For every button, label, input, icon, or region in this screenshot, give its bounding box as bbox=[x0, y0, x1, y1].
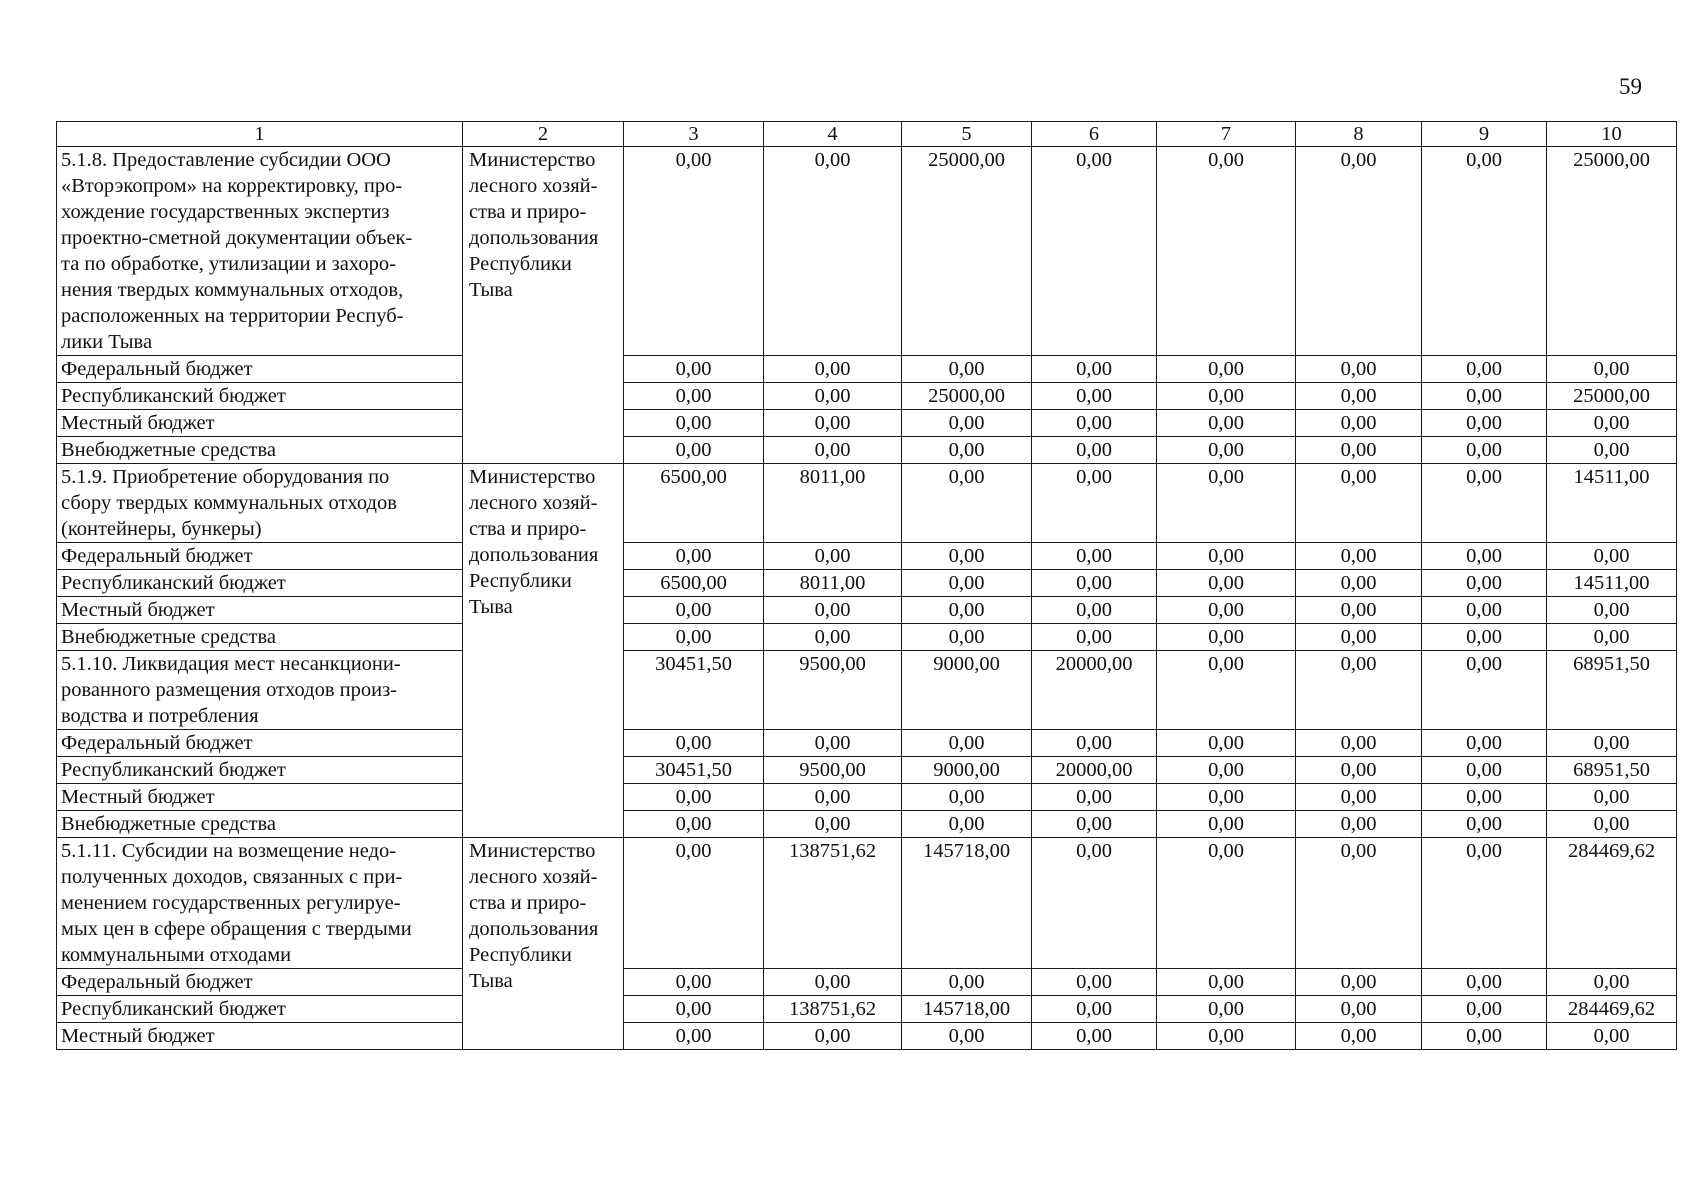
text-line: коммунальными отходами bbox=[61, 944, 292, 966]
text-line: 5.1.9. Приобретение оборудования по bbox=[61, 466, 390, 488]
value-cell: 0,00 bbox=[764, 1023, 902, 1050]
value-cell: 0,00 bbox=[1032, 597, 1157, 624]
text-line: допользования bbox=[469, 544, 599, 566]
value-cell: 14511,00 bbox=[1547, 464, 1677, 543]
table-row bbox=[57, 1023, 1677, 1050]
value-cell: 0,00 bbox=[624, 784, 764, 811]
measure-description bbox=[57, 464, 463, 543]
value-cell: 0,00 bbox=[764, 147, 902, 356]
value-cell: 0,00 bbox=[902, 1023, 1032, 1050]
text-line: лесного хозяй- bbox=[469, 175, 598, 197]
value-cell: 0,00 bbox=[1296, 757, 1422, 784]
value-cell: 0,00 bbox=[1032, 784, 1157, 811]
text-line: водства и потребления bbox=[61, 705, 259, 727]
text-line: нения твердых коммунальных отходов, bbox=[61, 279, 404, 301]
value-cell: 25000,00 bbox=[1547, 147, 1677, 356]
text-line: проектно-сметной документации объек- bbox=[61, 227, 413, 249]
value-cell: 0,00 bbox=[1296, 543, 1422, 570]
budget-source-label: Федеральный бюджет bbox=[57, 543, 463, 570]
value-cell: 25000,00 bbox=[1547, 383, 1677, 410]
value-cell: 30451,50 bbox=[624, 651, 764, 730]
value-cell: 0,00 bbox=[902, 464, 1032, 543]
value-cell: 0,00 bbox=[624, 147, 764, 356]
value-cell: 0,00 bbox=[1157, 543, 1296, 570]
value-cell: 0,00 bbox=[1422, 437, 1547, 464]
value-cell: 0,00 bbox=[902, 356, 1032, 383]
value-cell: 0,00 bbox=[1157, 464, 1296, 543]
budget-source-label: Федеральный бюджет bbox=[57, 356, 463, 383]
value-cell: 0,00 bbox=[1157, 730, 1296, 757]
value-cell: 14511,00 bbox=[1547, 570, 1677, 597]
table-row bbox=[57, 543, 1677, 570]
text-line: 5.1.10. Ликвидация мест несанкциони- bbox=[61, 653, 401, 675]
budget-source-label: Местный бюджет bbox=[57, 410, 463, 437]
table-row bbox=[57, 996, 1677, 1023]
value-cell: 0,00 bbox=[624, 730, 764, 757]
table-row bbox=[57, 437, 1677, 464]
value-cell: 0,00 bbox=[1547, 784, 1677, 811]
value-cell: 8011,00 bbox=[764, 570, 902, 597]
value-cell: 0,00 bbox=[1422, 1023, 1547, 1050]
value-cell: 0,00 bbox=[902, 784, 1032, 811]
value-cell: 0,00 bbox=[764, 543, 902, 570]
value-cell: 0,00 bbox=[1032, 996, 1157, 1023]
text-line: Тыва bbox=[469, 970, 513, 992]
text-line: ства и приро- bbox=[469, 518, 587, 540]
value-cell: 0,00 bbox=[902, 597, 1032, 624]
text-line: 5.1.11. Субсидии на возмещение недо- bbox=[61, 840, 397, 862]
value-cell: 0,00 bbox=[764, 410, 902, 437]
value-cell: 0,00 bbox=[764, 969, 902, 996]
value-cell: 8011,00 bbox=[764, 464, 902, 543]
value-cell: 0,00 bbox=[902, 410, 1032, 437]
text-line: расположенных на территории Респуб- bbox=[61, 305, 404, 327]
measure-description bbox=[57, 838, 463, 969]
value-cell: 20000,00 bbox=[1032, 757, 1157, 784]
value-cell: 68951,50 bbox=[1547, 651, 1677, 730]
value-cell: 0,00 bbox=[764, 437, 902, 464]
value-cell: 0,00 bbox=[1032, 730, 1157, 757]
value-cell: 0,00 bbox=[902, 570, 1032, 597]
value-cell: 0,00 bbox=[1157, 437, 1296, 464]
value-cell: 0,00 bbox=[1422, 597, 1547, 624]
column-number-row bbox=[57, 122, 1677, 147]
value-cell: 25000,00 bbox=[902, 383, 1032, 410]
value-cell: 0,00 bbox=[1296, 570, 1422, 597]
column-number-header: 9 bbox=[1422, 122, 1547, 147]
value-cell: 68951,50 bbox=[1547, 757, 1677, 784]
value-cell: 0,00 bbox=[1296, 356, 1422, 383]
value-cell: 0,00 bbox=[902, 437, 1032, 464]
value-cell: 0,00 bbox=[1032, 437, 1157, 464]
table-row bbox=[57, 624, 1677, 651]
value-cell: 284469,62 bbox=[1547, 838, 1677, 969]
value-cell: 0,00 bbox=[1157, 1023, 1296, 1050]
column-number-header: 3 bbox=[624, 122, 764, 147]
budget-source-label: Местный бюджет bbox=[57, 597, 463, 624]
value-cell: 0,00 bbox=[1296, 651, 1422, 730]
value-cell: 0,00 bbox=[1157, 597, 1296, 624]
value-cell: 0,00 bbox=[1296, 410, 1422, 437]
budget-source-label: Республиканский бюджет bbox=[57, 996, 463, 1023]
value-cell: 0,00 bbox=[902, 969, 1032, 996]
table-row bbox=[57, 730, 1677, 757]
budget-source-label: Внебюджетные средства bbox=[57, 437, 463, 464]
table-row bbox=[57, 784, 1677, 811]
value-cell: 0,00 bbox=[624, 597, 764, 624]
value-cell: 0,00 bbox=[1032, 147, 1157, 356]
value-cell: 0,00 bbox=[1157, 996, 1296, 1023]
value-cell: 0,00 bbox=[1422, 838, 1547, 969]
table-row bbox=[57, 383, 1677, 410]
value-cell: 0,00 bbox=[1547, 356, 1677, 383]
table-row bbox=[57, 838, 1677, 969]
table-row bbox=[57, 651, 1677, 730]
value-cell: 0,00 bbox=[1422, 410, 1547, 437]
table-row bbox=[57, 147, 1677, 356]
budget-source-label: Федеральный бюджет bbox=[57, 730, 463, 757]
value-cell: 0,00 bbox=[624, 543, 764, 570]
measure-description bbox=[57, 147, 463, 356]
text-line: Тыва bbox=[469, 596, 513, 618]
value-cell: 0,00 bbox=[1032, 969, 1157, 996]
value-cell: 0,00 bbox=[1157, 811, 1296, 838]
value-cell: 0,00 bbox=[1296, 1023, 1422, 1050]
value-cell: 0,00 bbox=[624, 383, 764, 410]
text-line: допользования bbox=[469, 918, 599, 940]
value-cell: 0,00 bbox=[1157, 838, 1296, 969]
value-cell: 0,00 bbox=[1296, 730, 1422, 757]
value-cell: 0,00 bbox=[1422, 651, 1547, 730]
value-cell: 0,00 bbox=[764, 784, 902, 811]
executor-cell bbox=[463, 147, 624, 464]
value-cell: 6500,00 bbox=[624, 464, 764, 543]
value-cell: 9500,00 bbox=[764, 757, 902, 784]
value-cell: 0,00 bbox=[1422, 383, 1547, 410]
budget-source-label: Внебюджетные средства bbox=[57, 624, 463, 651]
text-line: лесного хозяй- bbox=[469, 866, 598, 888]
value-cell: 0,00 bbox=[1422, 969, 1547, 996]
value-cell: 0,00 bbox=[1157, 784, 1296, 811]
value-cell: 0,00 bbox=[1157, 651, 1296, 730]
column-number-header: 4 bbox=[764, 122, 902, 147]
value-cell: 0,00 bbox=[902, 624, 1032, 651]
executor-cell bbox=[463, 838, 624, 1050]
value-cell: 9000,00 bbox=[902, 651, 1032, 730]
text-line: полученных доходов, связанных с при- bbox=[61, 866, 403, 888]
column-number-header: 1 bbox=[57, 122, 463, 147]
value-cell: 0,00 bbox=[1422, 757, 1547, 784]
value-cell: 0,00 bbox=[624, 811, 764, 838]
text-line: хождение государственных экспертиз bbox=[61, 201, 390, 223]
text-line: та по обработке, утилизации и захоро- bbox=[61, 253, 396, 275]
text-line: сбору твердых коммунальных отходов bbox=[61, 492, 397, 514]
value-cell: 0,00 bbox=[764, 624, 902, 651]
value-cell: 0,00 bbox=[1547, 597, 1677, 624]
budget-source-label: Республиканский бюджет bbox=[57, 570, 463, 597]
text-line: мых цен в сфере обращения с твердыми bbox=[61, 918, 412, 940]
table-row bbox=[57, 969, 1677, 996]
text-line: ства и приро- bbox=[469, 892, 587, 914]
table-row bbox=[57, 811, 1677, 838]
value-cell: 0,00 bbox=[1296, 597, 1422, 624]
value-cell: 0,00 bbox=[624, 437, 764, 464]
budget-source-label: Федеральный бюджет bbox=[57, 969, 463, 996]
value-cell: 0,00 bbox=[1032, 1023, 1157, 1050]
value-cell: 0,00 bbox=[1422, 730, 1547, 757]
table-row bbox=[57, 597, 1677, 624]
value-cell: 0,00 bbox=[1032, 838, 1157, 969]
value-cell: 0,00 bbox=[1296, 464, 1422, 543]
text-line: лесного хозяй- bbox=[469, 492, 598, 514]
value-cell: 0,00 bbox=[1296, 437, 1422, 464]
value-cell: 0,00 bbox=[1157, 624, 1296, 651]
value-cell: 0,00 bbox=[1422, 464, 1547, 543]
value-cell: 0,00 bbox=[1032, 464, 1157, 543]
value-cell: 0,00 bbox=[1032, 811, 1157, 838]
value-cell: 0,00 bbox=[1157, 969, 1296, 996]
value-cell: 9500,00 bbox=[764, 651, 902, 730]
text-line: менением государственных регулируе- bbox=[61, 892, 401, 914]
text-line: (контейнеры, бункеры) bbox=[61, 518, 262, 540]
column-number-header: 6 bbox=[1032, 122, 1157, 147]
value-cell: 0,00 bbox=[624, 996, 764, 1023]
table-body bbox=[57, 122, 1677, 1050]
budget-source-label: Местный бюджет bbox=[57, 784, 463, 811]
value-cell: 0,00 bbox=[1032, 543, 1157, 570]
value-cell: 9000,00 bbox=[902, 757, 1032, 784]
value-cell: 0,00 bbox=[1296, 969, 1422, 996]
value-cell: 0,00 bbox=[1547, 730, 1677, 757]
text-line: ства и приро- bbox=[469, 201, 587, 223]
value-cell: 0,00 bbox=[1296, 811, 1422, 838]
value-cell: 0,00 bbox=[624, 410, 764, 437]
value-cell: 0,00 bbox=[1422, 811, 1547, 838]
table-row bbox=[57, 464, 1677, 543]
text-line: допользования bbox=[469, 227, 599, 249]
value-cell: 0,00 bbox=[1422, 624, 1547, 651]
value-cell: 138751,62 bbox=[764, 838, 902, 969]
value-cell: 0,00 bbox=[1296, 784, 1422, 811]
value-cell: 0,00 bbox=[764, 811, 902, 838]
column-number-header: 8 bbox=[1296, 122, 1422, 147]
value-cell: 30451,50 bbox=[624, 757, 764, 784]
value-cell: 0,00 bbox=[624, 624, 764, 651]
value-cell: 0,00 bbox=[902, 811, 1032, 838]
text-line: 5.1.8. Предоставление субсидии ООО bbox=[61, 149, 391, 171]
budget-source-label: Республиканский бюджет bbox=[57, 383, 463, 410]
text-line: Республики bbox=[469, 253, 572, 275]
value-cell: 0,00 bbox=[1157, 356, 1296, 383]
value-cell: 0,00 bbox=[1296, 624, 1422, 651]
value-cell: 0,00 bbox=[1157, 570, 1296, 597]
text-line: Министерство bbox=[469, 149, 596, 171]
value-cell: 0,00 bbox=[1032, 383, 1157, 410]
value-cell: 0,00 bbox=[624, 838, 764, 969]
text-line: лики Тыва bbox=[61, 331, 153, 353]
value-cell: 0,00 bbox=[764, 730, 902, 757]
value-cell: 0,00 bbox=[902, 543, 1032, 570]
table-row bbox=[57, 410, 1677, 437]
value-cell: 0,00 bbox=[1032, 356, 1157, 383]
value-cell: 0,00 bbox=[1157, 383, 1296, 410]
text-line: рованного размещения отходов произ- bbox=[61, 679, 397, 701]
text-line: Республики bbox=[469, 570, 572, 592]
value-cell: 0,00 bbox=[1032, 410, 1157, 437]
value-cell: 0,00 bbox=[902, 730, 1032, 757]
text-line: Министерство bbox=[469, 840, 596, 862]
table-row bbox=[57, 356, 1677, 383]
column-number-header: 10 bbox=[1547, 122, 1677, 147]
value-cell: 20000,00 bbox=[1032, 651, 1157, 730]
value-cell: 0,00 bbox=[624, 969, 764, 996]
value-cell: 0,00 bbox=[1547, 969, 1677, 996]
value-cell: 0,00 bbox=[1157, 410, 1296, 437]
budget-source-label: Республиканский бюджет bbox=[57, 757, 463, 784]
column-number-header: 5 bbox=[902, 122, 1032, 147]
value-cell: 0,00 bbox=[1422, 996, 1547, 1023]
value-cell: 0,00 bbox=[624, 356, 764, 383]
value-cell: 0,00 bbox=[1032, 570, 1157, 597]
value-cell: 0,00 bbox=[1296, 147, 1422, 356]
value-cell: 0,00 bbox=[1547, 437, 1677, 464]
column-number-header: 7 bbox=[1157, 122, 1296, 147]
value-cell: 0,00 bbox=[1547, 1023, 1677, 1050]
column-number-header: 2 bbox=[463, 122, 624, 147]
value-cell: 0,00 bbox=[1157, 147, 1296, 356]
value-cell: 145718,00 bbox=[902, 996, 1032, 1023]
text-line: «Вторэкопром» на корректировку, про- bbox=[61, 175, 403, 197]
value-cell: 138751,62 bbox=[764, 996, 902, 1023]
budget-table bbox=[56, 121, 1677, 1050]
value-cell: 0,00 bbox=[1547, 624, 1677, 651]
text-line: Республики bbox=[469, 944, 572, 966]
budget-source-label: Внебюджетные средства bbox=[57, 811, 463, 838]
text-line: Тыва bbox=[469, 279, 513, 301]
value-cell: 0,00 bbox=[1422, 784, 1547, 811]
value-cell: 145718,00 bbox=[902, 838, 1032, 969]
value-cell: 0,00 bbox=[1422, 356, 1547, 383]
value-cell: 0,00 bbox=[764, 356, 902, 383]
value-cell: 0,00 bbox=[1422, 570, 1547, 597]
table-row bbox=[57, 570, 1677, 597]
value-cell: 284469,62 bbox=[1547, 996, 1677, 1023]
table-row bbox=[57, 757, 1677, 784]
measure-description bbox=[57, 651, 463, 730]
value-cell: 0,00 bbox=[1547, 543, 1677, 570]
value-cell: 25000,00 bbox=[902, 147, 1032, 356]
value-cell: 0,00 bbox=[1422, 543, 1547, 570]
budget-source-label: Местный бюджет bbox=[57, 1023, 463, 1050]
value-cell: 0,00 bbox=[1547, 410, 1677, 437]
value-cell: 0,00 bbox=[1296, 838, 1422, 969]
value-cell: 0,00 bbox=[1296, 383, 1422, 410]
executor-cell bbox=[463, 464, 624, 838]
text-line: Министерство bbox=[469, 466, 596, 488]
value-cell: 0,00 bbox=[1157, 757, 1296, 784]
value-cell: 0,00 bbox=[1422, 147, 1547, 356]
value-cell: 0,00 bbox=[764, 383, 902, 410]
value-cell: 0,00 bbox=[1032, 624, 1157, 651]
value-cell: 0,00 bbox=[1547, 811, 1677, 838]
value-cell: 0,00 bbox=[624, 1023, 764, 1050]
value-cell: 6500,00 bbox=[624, 570, 764, 597]
value-cell: 0,00 bbox=[764, 597, 902, 624]
page-number: 59 bbox=[1619, 74, 1642, 99]
value-cell: 0,00 bbox=[1296, 996, 1422, 1023]
